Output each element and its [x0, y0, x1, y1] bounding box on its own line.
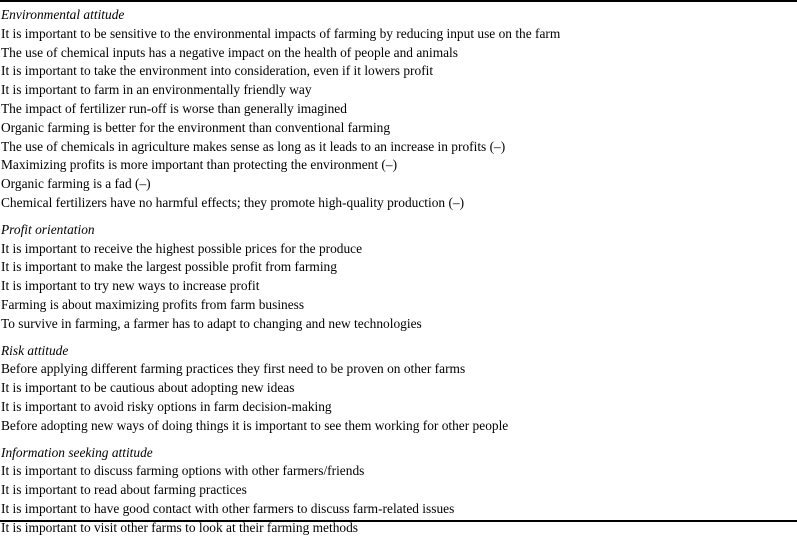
statement-row: Farming is about maximizing profits from farm business	[1, 296, 305, 312]
statement-row: It is important to be sensitive to the environmental impacts of farming by reducing input use on the farm	[1, 25, 561, 41]
statement-row: It is important to try new ways to increase profit	[1, 278, 260, 294]
section-heading: Profit orientation	[1, 221, 95, 237]
statement-row: It is important to visit other farms to look at their farming methods	[1, 519, 359, 535]
statement-row: Maximizing profits is more important than protecting the environment (–)	[1, 157, 398, 173]
table-section	[0, 221, 797, 334]
section-heading: Environmental attitude	[1, 7, 125, 22]
section-heading: Risk attitude	[1, 342, 69, 358]
statement-row: Before applying different farming practices they first need to be proven on other farms	[1, 361, 466, 377]
statement-row: Organic farming is better for the environment than conventional farming	[1, 119, 391, 135]
statement-row: It is important to make the largest possible profit from farming	[1, 259, 337, 275]
statement-row: To survive in farming, a farmer has to adapt to changing and new technologies	[1, 315, 422, 331]
statement-row: It is important to avoid risky options in farm decision-making	[1, 398, 332, 414]
statement-row: It is important to farm in an environmentally friendly way	[1, 82, 312, 98]
statement-row: Organic farming is a fad (–)	[1, 176, 151, 192]
table-section	[0, 342, 797, 436]
section-heading: Information seeking attitude	[1, 444, 153, 460]
statement-row: Chemical fertilizers have no harmful effects; they promote high-quality production (–)	[1, 194, 465, 210]
statement-row: It is important to read about farming practices	[1, 482, 247, 498]
table-section	[0, 6, 797, 213]
statement-row: It is important to receive the highest possible prices for the produce	[1, 240, 363, 256]
statement-row: It is important to discuss farming options with other farmers/friends	[1, 463, 365, 479]
statement-row: It is important to take the environment into consideration, even if it lowers profit	[1, 63, 434, 79]
statement-row: It is important to have good contact with other farmers to discuss farm-related issues	[1, 500, 455, 516]
statement-row: The impact of fertilizer run-off is worse than generally imagined	[1, 100, 347, 116]
statement-row: The use of chemicals in agriculture makes sense as long as it leads to an increase in profits (–)	[1, 138, 506, 154]
statement-row: Before adopting new ways of doing things it is important to see them working for other people	[1, 417, 509, 433]
statement-row: It is important to be cautious about adopting new ideas	[1, 380, 295, 396]
table-section	[0, 444, 797, 538]
statement-row: The use of chemical inputs has a negative impact on the health of people and animals	[1, 44, 458, 60]
